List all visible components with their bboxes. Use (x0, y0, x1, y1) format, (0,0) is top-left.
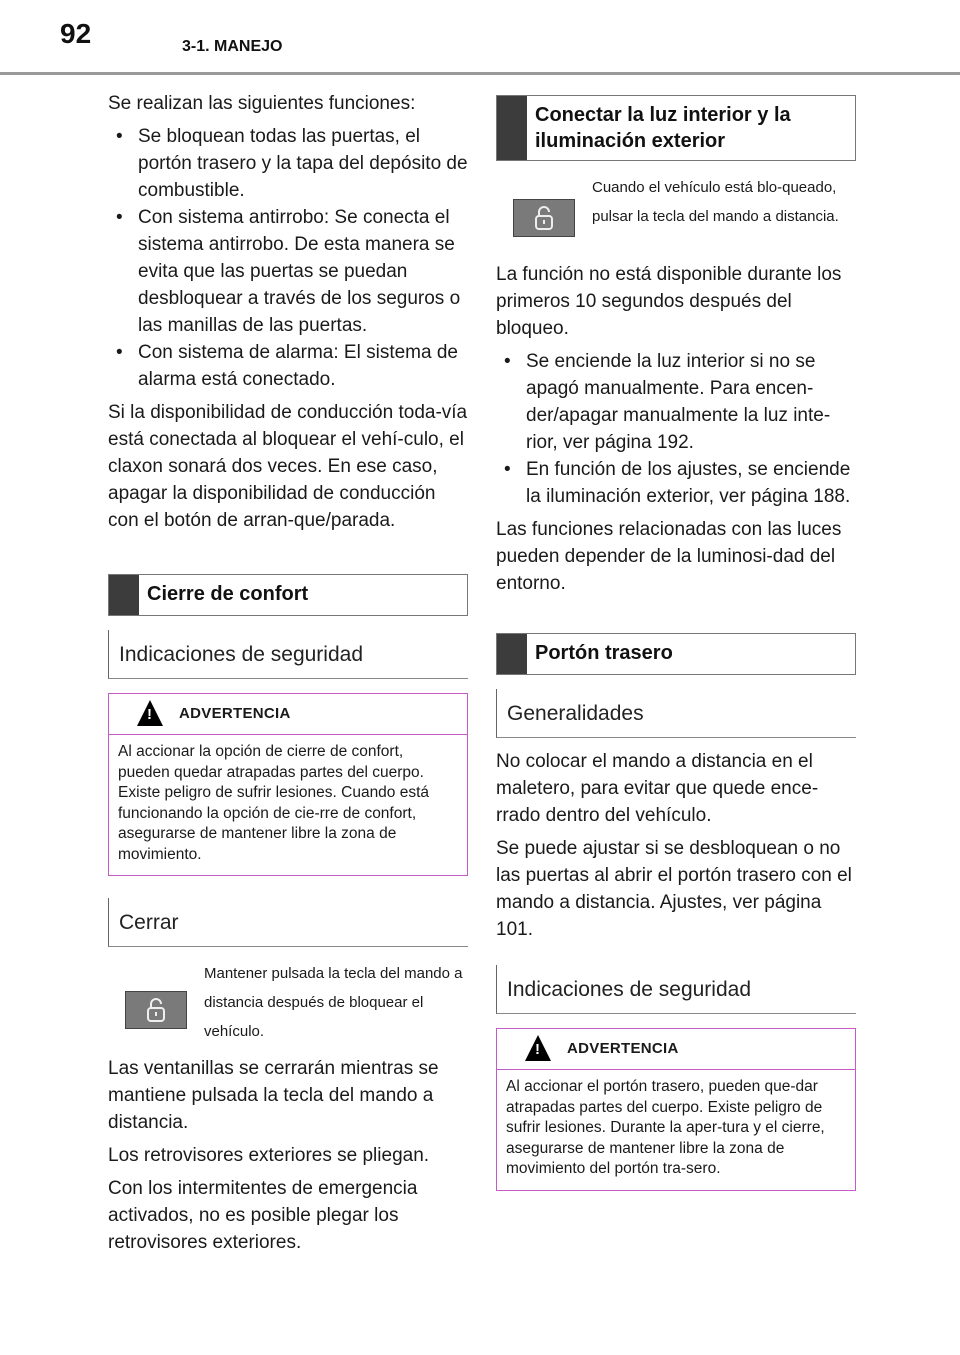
heading-marker (109, 575, 139, 615)
warning-box (108, 693, 468, 876)
lock-key-icon (513, 199, 575, 237)
paragraph: No colocar el mando a distancia en el maletero, para evitar que quede ence-rrado dentro del vehículo. (496, 751, 819, 826)
paragraph: Si la disponibilidad de conducción toda-vía está conectada al bloquear el vehí-culo, el claxon sonará dos veces. En ese caso, apagar la disponibilidad de conducción con el botón de arran-que/parada. (108, 402, 468, 531)
paragraph: Las funciones relacionadas con las luces pueden depender de la luminosi-dad del entorno. (496, 519, 842, 594)
key-instruction (496, 169, 856, 261)
warning-triangle-icon: ! (525, 1035, 551, 1061)
list-item: • Se bloquean todas las puertas, el portón trasero y la tapa del depósito de combustible. (108, 123, 468, 204)
header-rule (0, 72, 960, 75)
warning-text: Al accionar el portón trasero, pueden que-dar atrapadas partes del cuerpo. Existe peligro de sufrir lesiones. Durante la aper-tura y el cierre, asegurarse de mantener libre la zona de movimiento del portón tra-sero. (506, 1078, 825, 1177)
paragraph: Se puede ajustar si se desbloquean o no las puertas al abrir el portón trasero con el mando a distancia. Ajustes, ver página 101. (496, 838, 852, 940)
warning-label: ADVERTENCIA (567, 1040, 679, 1057)
paragraph: La función no está disponible durante los primeros 10 segundos después del bloqueo. (496, 264, 842, 339)
light-list (496, 348, 856, 510)
section-title: 3-1. MANEJO (182, 38, 283, 55)
warning-header (109, 694, 467, 735)
warning-box (496, 1028, 856, 1191)
list-item: • Con sistema de alarma: El sistema de alarma está conectado. (108, 339, 468, 393)
right-column (496, 95, 856, 1191)
paragraph: Los retrovisores exteriores se pliegan. (108, 1145, 430, 1166)
key-instruction-text: Cuando el vehículo está blo-queado, pulsar la tecla del mando a distancia. (592, 179, 839, 225)
heading-marker (497, 96, 527, 160)
list-item: • Se enciende la luz interior si no se apagó manualmente. Para encen-der/apagar manualmente la luz inte-rior, ver página 192. (496, 348, 856, 456)
page-number: 92 (60, 18, 92, 49)
subheading-close: Cerrar (108, 898, 468, 947)
subheading-general: Generalidades (496, 689, 856, 738)
page-header (0, 0, 960, 80)
subheading-safety: Indicaciones de seguridad (496, 965, 856, 1014)
section-heading-light: Conectar la luz interior y la iluminación exterior (496, 95, 856, 161)
paragraph: Las ventanillas se cerrarán mientras se mantiene pulsada la tecla del mando a distancia. (108, 1058, 439, 1133)
paragraph: Con los intermitentes de emergencia activados, no es posible plegar los retrovisores exteriores. (108, 1178, 418, 1253)
left-column (108, 90, 468, 1262)
section-heading-tailgate: Portón trasero (496, 633, 856, 675)
list-item: • Con sistema antirrobo: Se conecta el sistema antirrobo. De esta manera se evita que las puertas se puedan desbloquear a través de los seguros o las manillas de las puertas. (108, 204, 468, 339)
key-instruction-text: Mantener pulsada la tecla del mando a distancia después de bloquear el vehículo. (204, 965, 463, 1040)
function-list (108, 123, 468, 393)
warning-text: Al accionar la opción de cierre de confort, pueden quedar atrapadas partes del cuerpo. Existe peligro de sufrir lesiones. Cuando está funcionando la opción de cie-rre de confort, asegurarse de mantener libre la zona de movimiento. (118, 743, 430, 863)
warning-header (497, 1029, 855, 1070)
subheading-safety: Indicaciones de seguridad (108, 630, 468, 679)
warning-triangle-icon: ! (137, 700, 163, 726)
lock-key-icon (125, 991, 187, 1029)
warning-label: ADVERTENCIA (179, 705, 291, 722)
key-instruction (108, 955, 468, 1055)
intro-text: Se realizan las siguientes funciones: (108, 93, 416, 114)
list-item: • En función de los ajustes, se enciende la iluminación exterior, ver página 188. (496, 456, 856, 510)
section-heading-comfort: Cierre de confort (108, 574, 468, 616)
heading-marker (497, 634, 527, 674)
